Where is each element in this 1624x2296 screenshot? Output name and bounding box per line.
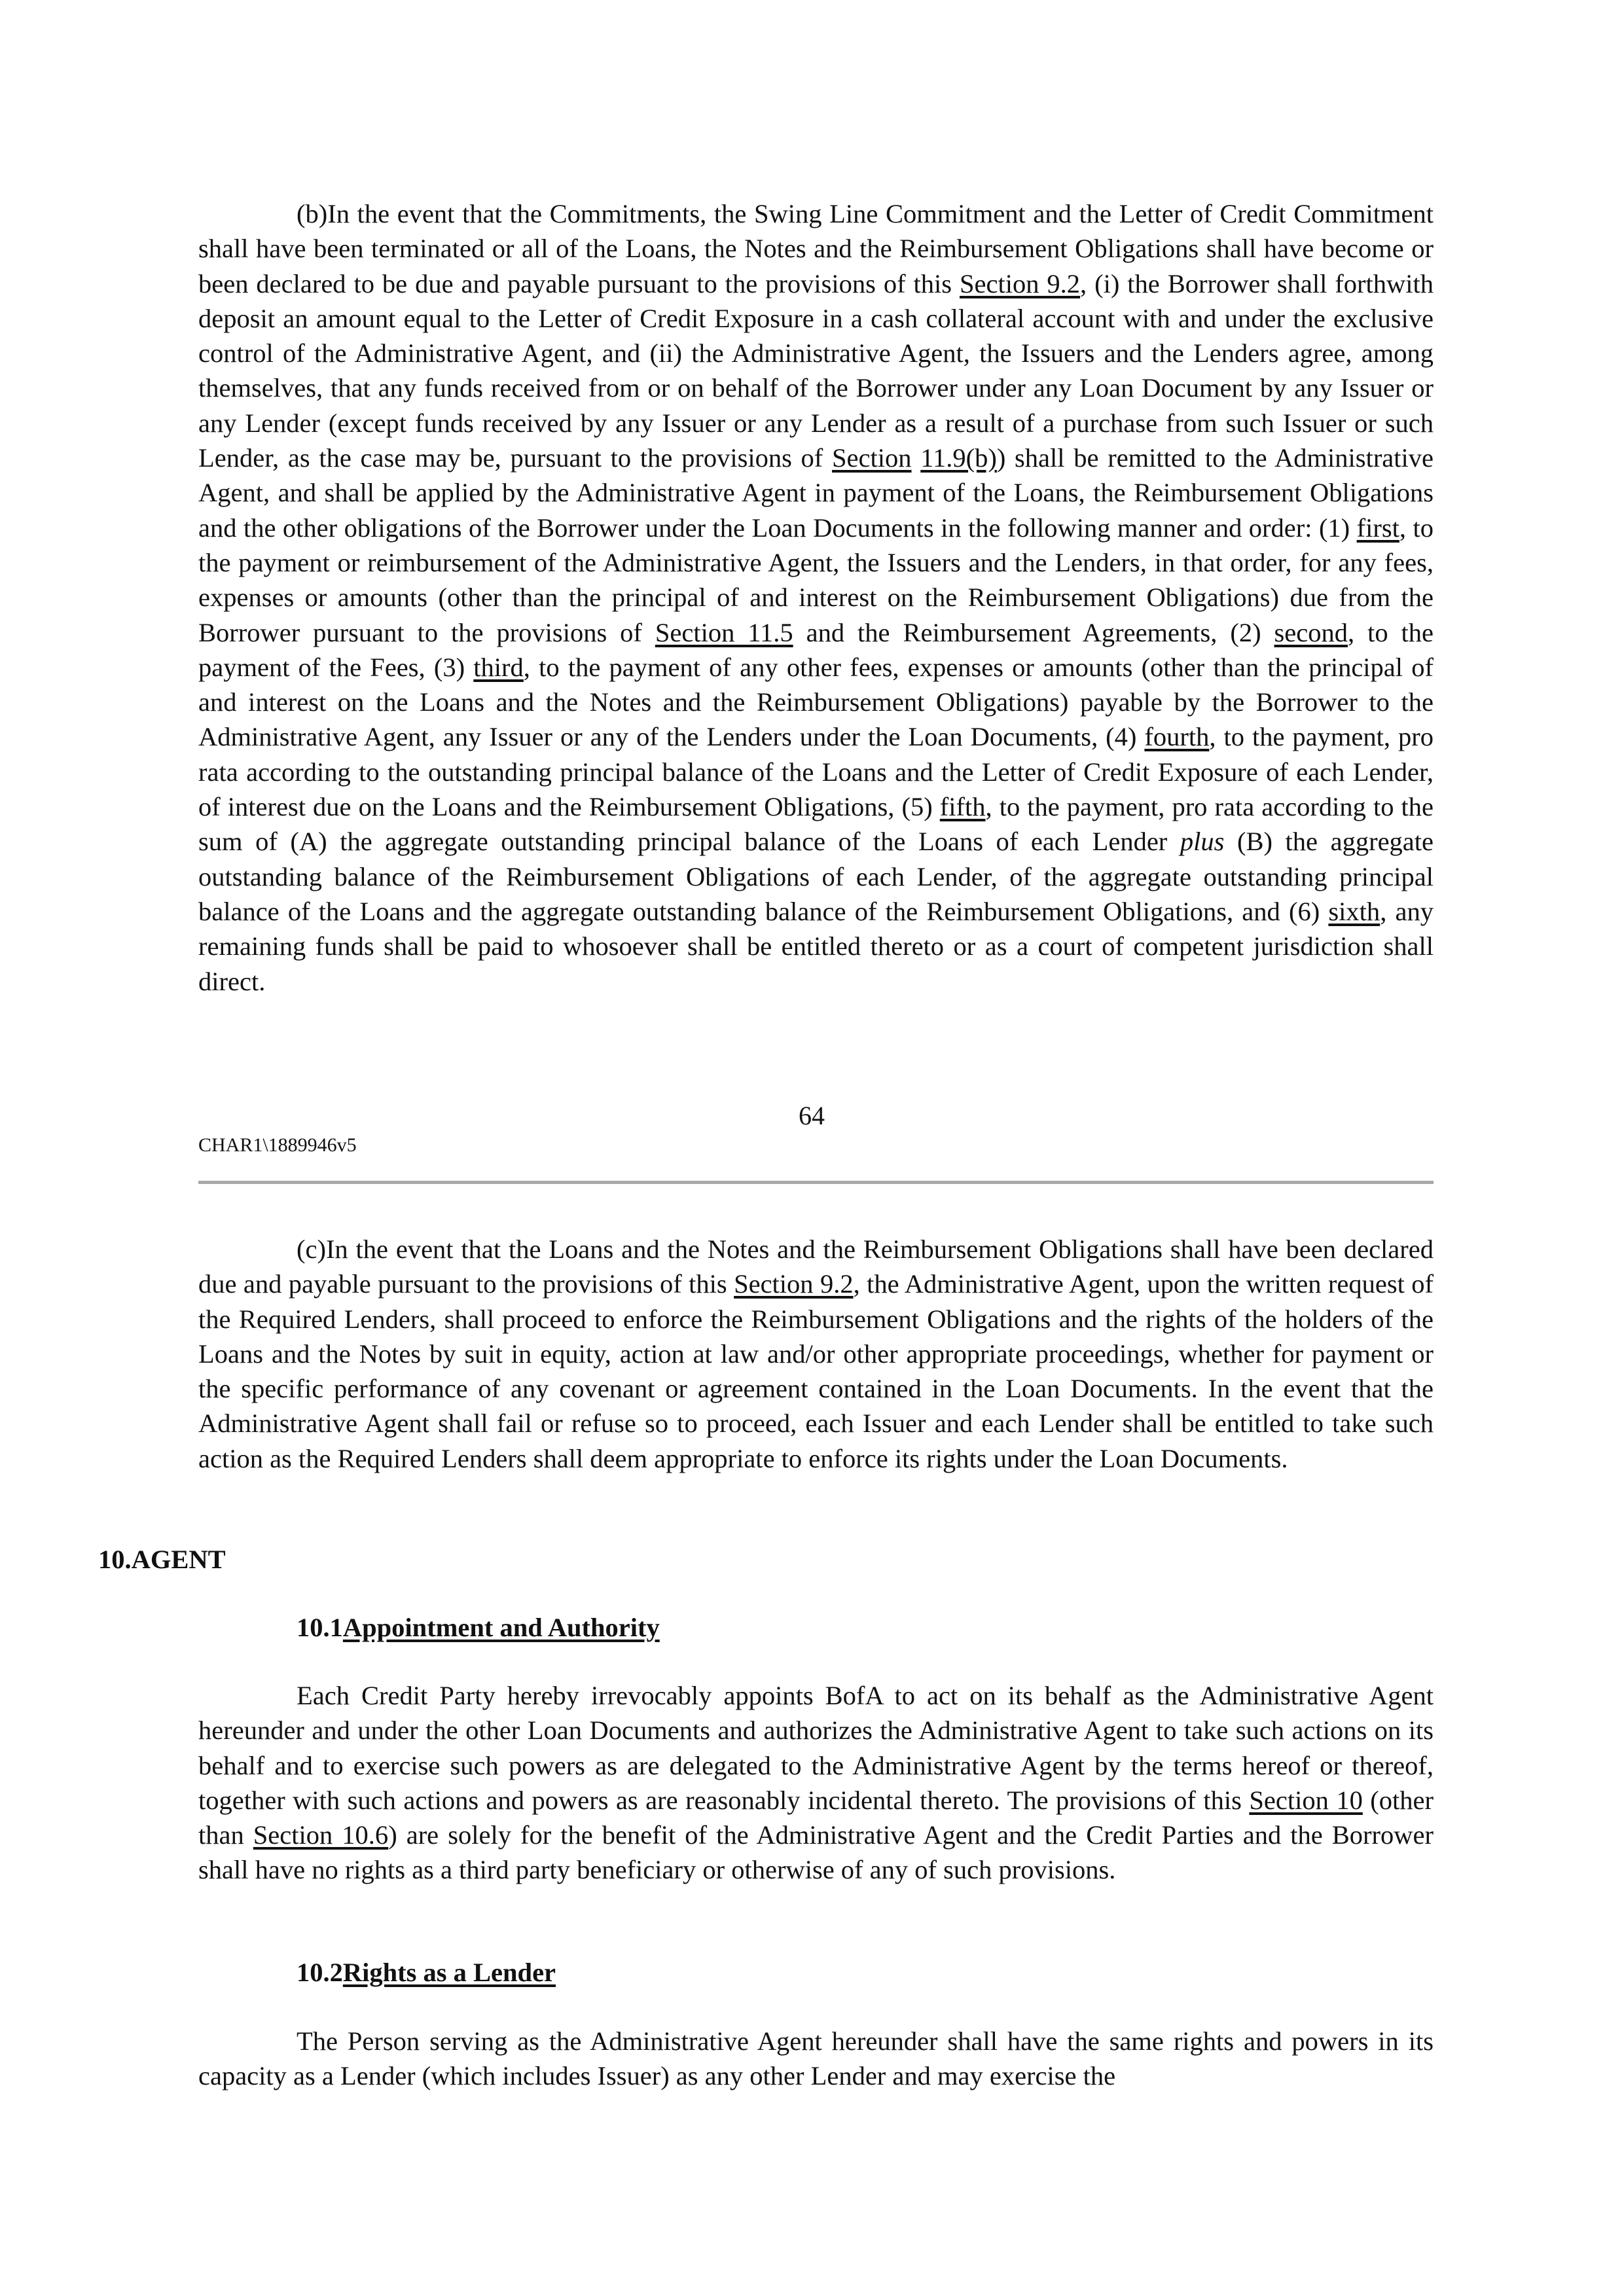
para-b-text: (B) the aggregate outstanding balance of the Reimbursement Obligations of each Lender, of the aggregate outstanding principal balance of the Loans and the aggregate outstanding balance of the Reimbursement Obligations, and (6) [198,827,1434,926]
term-third: third [473,652,524,682]
section-10-1-body [198,1678,1434,1888]
section-10-1-text: (other than [198,1785,1434,1850]
term-first: first [1356,512,1399,543]
term-sixth: sixth [1328,896,1380,926]
section-10-reference: Section 10 [1249,1785,1363,1815]
section-number: 10.2 [297,1958,343,1987]
section-10-2-heading [297,1955,556,1990]
paragraph-c [198,1232,1434,1476]
para-b-text: , to the payment of the Fees, (3) [198,617,1434,682]
term-second: second [1274,617,1348,647]
para-b-text: and the Reimbursement Agreements, (2) [793,617,1274,647]
para-c-text: , the Administrative Agent, upon the written request of the Required Lenders, shall proceed to enforce the Reimbursement Obligations and the rights of the holders of the Loans and the Notes by suit in equity, action at law and/or other appropriate proceedings, whether for payment or the specific performance of any covenant or agreement contained in the Loan Documents. In the event that the Administrative Agent shall fail or refuse so to proceed, each Issuer and each Lender shall be entitled to take such action as the Required Lenders shall deem appropriate to enforce its rights under the Loan Documents. [198,1269,1434,1473]
para-b-text: (b)In the event that the Commitments, the Swing Line Commitment and the Letter of Credit Commitment shall have been terminated or all of the Loans, the Notes and the Reimbursement Obligations shall have become or been declared to be due and payable pursuant to the provisions of this [198,199,1434,298]
para-b-text: ) shall be remitted to the Administrative Agent, and shall be applied by the Administrative Agent in payment of the Loans, the Reimbursement Obligations and the other obligations of the Borrower under the Loan Documents in the following manner and order: (1) [198,443,1434,543]
section-10-1-heading [297,1610,660,1645]
section-reference-word: Section [832,443,912,473]
term-plus: plus [1180,827,1225,857]
para-b-text: , to the payment or reimbursement of the Administrative Agent, the Issuers and the Lenders, in that order, for any fees, expenses or amounts (other than the principal of and interest on the Reimbursement Obligations) due from the Borrower pursuant to the provisions of [198,512,1434,647]
section-11-9b-reference: 11.9(b) [920,443,997,473]
section-title: Appointment and Authority [342,1613,660,1642]
section-10-6-reference: Section 10.6 [253,1820,389,1850]
section-11-5-reference: Section 11.5 [655,617,793,647]
para-b-text: , to the payment, pro rata according to the outstanding principal balance of the Loans and the Letter of Credit Exposure of each Lender, of interest due on the Loans and the Reimbursement Obligations, (5) [198,722,1434,822]
section-title: Rights as a Lender [342,1958,556,1987]
section-10-heading: 10.AGENT [98,1545,226,1574]
document-code: CHAR1\1889946v5 [198,1134,357,1156]
paragraph-b [198,196,1434,999]
section-10-2-body [198,2024,1434,2094]
section-number: 10.1 [297,1613,343,1642]
para-b-text: , to the payment of any other fees, expenses or amounts (other than the principal of and interest on the Loans and the Notes and the Reimbursement Obligations) payable by the Borrower to the Administrative Agent, any Issuer or any of the Lenders under the Loan Documents, (4) [198,652,1434,752]
section-10-1-text: Each Credit Party hereby irrevocably appoints BofA to act on its behalf as the Administrative Agent hereunder and under the other Loan Documents and authorizes the Administrative Agent to take such actions on its behalf and to exercise such powers as are delegated to the Administrative Agent by the terms hereof or thereof, together with such actions and powers as are reasonably incidental thereto. The provisions of this [198,1681,1434,1815]
para-c-text: (c)In the event that the Loans and the Notes and the Reimbursement Obligations shall have been declared due and payable pursuant to the provisions of this [198,1234,1434,1299]
section-9-2-reference: Section 9.2 [734,1269,854,1299]
page-divider [198,1181,1434,1184]
page-number: 64 [799,1101,825,1130]
para-b-text: , any remaining funds shall be paid to whosoever shall be entitled thereto or as a court of competent jurisdiction shall direct. [198,896,1434,996]
section-9-2-reference: Section 9.2 [959,268,1081,298]
para-b-text: , (i) the Borrower shall forthwith deposit an amount equal to the Letter of Credit Exposure in a cash collateral account with and under the exclusive control of the Administrative Agent, and (ii) the Administrative Agent, the Issuers and the Lenders agree, among themselves, that any funds received from or on behalf of the Borrower under any Loan Document by any Issuer or any Lender (except funds received by any Issuer or any Lender as a result of a purchase from such Issuer or such Lender, as the case may be, pursuant to the provisions of [198,268,1434,473]
para-b-text: , to the payment, pro rata according to the sum of (A) the aggregate outstanding principal balance of the Loans of each Lender [198,792,1434,857]
section-10-1-text: ) are solely for the benefit of the Administrative Agent and the Credit Parties and the Borrower shall have no rights as a third party beneficiary or otherwise of any of such provisions. [198,1820,1434,1885]
section-10-2-text: The Person serving as the Administrative Agent hereunder shall have the same rights and powers in its capacity as a Lender (which includes Issuer) as any other Lender and may exercise the [198,2026,1434,2091]
term-fourth: fourth [1144,722,1210,752]
term-fifth: fifth [939,792,986,822]
